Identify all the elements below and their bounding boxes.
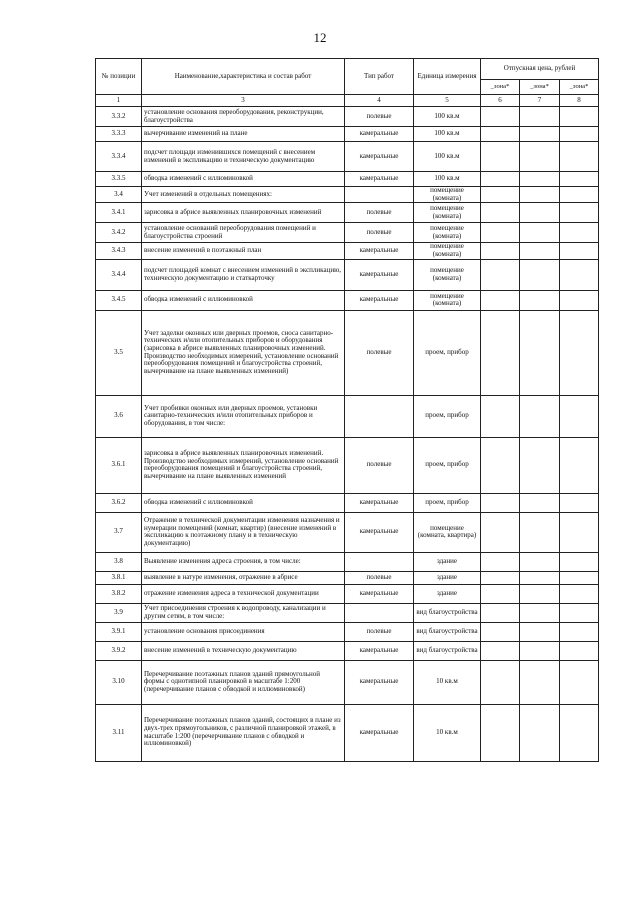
row-price-cell <box>560 142 599 172</box>
header-zone-1: _зона* <box>481 80 520 95</box>
row-unit: помещение (комната) <box>414 203 481 223</box>
row-price-cell <box>560 203 599 223</box>
row-type: полевые <box>345 203 414 223</box>
row-unit: 100 кв.м <box>414 172 481 187</box>
row-price-cell <box>560 259 599 290</box>
row-name: подсчет площадей комнат с внесением изменений в экспликацию, техническую документацию и статкарточку <box>142 259 345 290</box>
row-price-cell <box>560 437 599 493</box>
row-num: 3.3.5 <box>96 172 142 187</box>
row-price-cell <box>560 310 599 395</box>
row-type <box>345 552 414 571</box>
row-type <box>345 187 414 203</box>
header-price: Отпускная цена, рублей <box>481 59 599 80</box>
row-unit: 100 кв.м <box>414 127 481 142</box>
row-name: зарисовка в абрисе выявленных планировочных изменений. Производство необходимых измерений, установление оснований переоборудования помещений и благоустройства строений, вычерчивание на плане выявленных изменений <box>142 437 345 493</box>
row-unit: здание <box>414 584 481 603</box>
row-num: 3.4.1 <box>96 203 142 223</box>
table-row <box>96 493 599 512</box>
row-unit: проем, прибор <box>414 437 481 493</box>
row-name: внесение изменений в поэтажный план <box>142 243 345 259</box>
row-num: 3.9 <box>96 603 142 622</box>
row-num: 3.8 <box>96 552 142 571</box>
row-num: 3.5 <box>96 310 142 395</box>
row-name: Учет заделки оконных или дверных проемов, сноса санитарно-технических и/или отопительных приборов и оборудования (зарисовка в абрисе выявленных планировочных изменений. Производство необходимых измерений, установление оснований переоборудования помещений и благоустройства строений, вычерчивание на плане выявленных изменений) <box>142 310 345 395</box>
table-row <box>96 223 599 243</box>
row-price-cell <box>481 571 520 584</box>
row-unit: помещение (комната) <box>414 243 481 259</box>
row-price-cell <box>481 622 520 641</box>
row-name: Перечерчивание поэтажных планов зданий прямоугольной формы с однотипной планировкой в масштабе 1:200 (перечерчивание планов с обводкой и иллюминовкой) <box>142 660 345 704</box>
row-name: вычерчивание изменений на плане <box>142 127 345 142</box>
row-price-cell <box>481 641 520 660</box>
row-type: камеральные <box>345 512 414 552</box>
row-price-cell <box>560 584 599 603</box>
row-price-cell <box>481 223 520 243</box>
table-row <box>96 660 599 704</box>
col-number: 1 <box>96 95 142 107</box>
row-price-cell <box>520 395 560 437</box>
row-price-cell <box>481 290 520 310</box>
row-unit: помещение (комната) <box>414 223 481 243</box>
row-price-cell <box>520 571 560 584</box>
row-type: камеральные <box>345 493 414 512</box>
row-price-cell <box>481 243 520 259</box>
row-type: камеральные <box>345 704 414 761</box>
row-name: Учет изменений в отдельных помещениях: <box>142 187 345 203</box>
row-price-cell <box>481 584 520 603</box>
row-name: установление оснований переоборудования помещений и благоустройства строений <box>142 223 345 243</box>
row-price-cell <box>560 660 599 704</box>
table-row <box>96 142 599 172</box>
row-price-cell <box>481 142 520 172</box>
row-price-cell <box>481 187 520 203</box>
row-price-cell <box>520 603 560 622</box>
row-price-cell <box>520 223 560 243</box>
row-price-cell <box>520 493 560 512</box>
row-name: Выявление изменения адреса строения, в том числе: <box>142 552 345 571</box>
row-num: 3.4.2 <box>96 223 142 243</box>
row-name: обводка изменений с иллюминовкой <box>142 493 345 512</box>
row-unit: вид благоустройства <box>414 622 481 641</box>
row-price-cell <box>481 172 520 187</box>
row-unit: проем, прибор <box>414 395 481 437</box>
row-price-cell <box>560 603 599 622</box>
row-price-cell <box>520 660 560 704</box>
row-price-cell <box>481 660 520 704</box>
row-unit: здание <box>414 552 481 571</box>
row-price-cell <box>560 622 599 641</box>
row-type: камеральные <box>345 584 414 603</box>
table-row <box>96 512 599 552</box>
row-price-cell <box>481 552 520 571</box>
header-type: Тип работ <box>345 59 414 95</box>
row-price-cell <box>520 107 560 127</box>
col-number: 7 <box>520 95 560 107</box>
row-price-cell <box>520 437 560 493</box>
row-unit: проем, прибор <box>414 493 481 512</box>
table-row <box>96 622 599 641</box>
row-price-cell <box>520 622 560 641</box>
row-name: Перечерчивание поэтажных планов зданий, состоящих в плане из двух-трех прямоугольников, с различной планировкой этажей, в масштабе 1:200 (перечерчивание планов с обводкой и иллюминовкой) <box>142 704 345 761</box>
row-num: 3.6 <box>96 395 142 437</box>
row-unit: 10 кв.м <box>414 704 481 761</box>
table-row <box>96 552 599 571</box>
col-number: 5 <box>414 95 481 107</box>
table-row <box>96 641 599 660</box>
row-name: Отражение в технической документации изменения назначения и нумерации помещений (комнат, квартир) (внесение изменений в экспликацию к поэтажному плану и в техническую документацию) <box>142 512 345 552</box>
row-num: 3.8.1 <box>96 571 142 584</box>
row-name: обводка изменений с иллюминовкой <box>142 172 345 187</box>
row-type: камеральные <box>345 172 414 187</box>
row-name: Учет присоединения строения к водопроводу, канализации и другим сетям, в том числе: <box>142 603 345 622</box>
row-price-cell <box>560 172 599 187</box>
row-price-cell <box>481 493 520 512</box>
header-unit: Единица измерения <box>414 59 481 95</box>
table-row <box>96 243 599 259</box>
table-row <box>96 127 599 142</box>
row-price-cell <box>481 603 520 622</box>
row-price-cell <box>560 493 599 512</box>
row-unit: проем, прибор <box>414 310 481 395</box>
row-price-cell <box>560 187 599 203</box>
table-row <box>96 571 599 584</box>
row-type: камеральные <box>345 127 414 142</box>
row-unit: 100 кв.м <box>414 142 481 172</box>
col-number: 8 <box>560 95 599 107</box>
row-price-cell <box>520 172 560 187</box>
row-price-cell <box>560 223 599 243</box>
row-name: зарисовка в абрисе выявленных планировочных изменений <box>142 203 345 223</box>
row-type: камеральные <box>345 641 414 660</box>
header-zone-2: _зона* <box>520 80 560 95</box>
row-price-cell <box>520 641 560 660</box>
row-type <box>345 603 414 622</box>
row-unit: помещение (комната, квартира) <box>414 512 481 552</box>
row-type: полевые <box>345 622 414 641</box>
col-number: 4 <box>345 95 414 107</box>
row-num: 3.6.2 <box>96 493 142 512</box>
table-row <box>96 203 599 223</box>
row-name: подсчет площади изменившихся помещений с внесением изменений в экспликацию и техническую документацию <box>142 142 345 172</box>
row-price-cell <box>560 552 599 571</box>
price-table <box>95 58 599 762</box>
table-row <box>96 290 599 310</box>
row-name: внесение изменений в техническую документацию <box>142 641 345 660</box>
row-type: полевые <box>345 107 414 127</box>
row-price-cell <box>481 437 520 493</box>
row-price-cell <box>560 704 599 761</box>
table-row <box>96 259 599 290</box>
row-price-cell <box>481 704 520 761</box>
row-price-cell <box>520 290 560 310</box>
table-row <box>96 603 599 622</box>
row-price-cell <box>520 203 560 223</box>
table-row <box>96 187 599 203</box>
row-unit: вид благоустройства <box>414 641 481 660</box>
row-type: камеральные <box>345 243 414 259</box>
row-type: камеральные <box>345 142 414 172</box>
col-number: 6 <box>481 95 520 107</box>
row-type: камеральные <box>345 290 414 310</box>
col-number: 3 <box>142 95 345 107</box>
table-row <box>96 395 599 437</box>
row-num: 3.4 <box>96 187 142 203</box>
row-price-cell <box>560 395 599 437</box>
row-price-cell <box>481 310 520 395</box>
row-num: 3.10 <box>96 660 142 704</box>
page-number: 12 <box>313 30 327 45</box>
table-row <box>96 310 599 395</box>
row-num: 3.4.4 <box>96 259 142 290</box>
row-unit: здание <box>414 571 481 584</box>
row-type: полевые <box>345 571 414 584</box>
row-unit: помещение (комната) <box>414 259 481 290</box>
row-name: отражение изменения адреса в технической документации <box>142 584 345 603</box>
row-num: 3.4.5 <box>96 290 142 310</box>
row-price-cell <box>560 127 599 142</box>
row-type: полевые <box>345 223 414 243</box>
row-price-cell <box>520 584 560 603</box>
row-num: 3.3.2 <box>96 107 142 127</box>
row-num: 3.6.1 <box>96 437 142 493</box>
row-price-cell <box>560 512 599 552</box>
row-num: 3.8.2 <box>96 584 142 603</box>
row-type <box>345 395 414 437</box>
row-price-cell <box>481 259 520 290</box>
row-type: камеральные <box>345 660 414 704</box>
table-row <box>96 172 599 187</box>
row-price-cell <box>520 259 560 290</box>
row-name: установление основания присоединения <box>142 622 345 641</box>
row-price-cell <box>481 107 520 127</box>
table-body <box>96 107 599 762</box>
header-zone-3: _зона* <box>560 80 599 95</box>
row-name: установление основания переоборудования, реконструкции, благоустройства <box>142 107 345 127</box>
row-price-cell <box>520 243 560 259</box>
row-name: выявление в натуре изменения, отражение в абрисе <box>142 571 345 584</box>
row-name: обводка изменений с иллюминовкой <box>142 290 345 310</box>
row-unit: помещение (комната) <box>414 187 481 203</box>
row-price-cell <box>481 127 520 142</box>
row-num: 3.9.2 <box>96 641 142 660</box>
row-num: 3.7 <box>96 512 142 552</box>
row-type: полевые <box>345 437 414 493</box>
table-row <box>96 437 599 493</box>
row-price-cell <box>481 512 520 552</box>
row-price-cell <box>520 704 560 761</box>
row-price-cell <box>481 395 520 437</box>
row-price-cell <box>560 243 599 259</box>
row-price-cell <box>520 142 560 172</box>
row-unit: вид благоустройства <box>414 603 481 622</box>
header-name: Наименование,характеристика и состав работ <box>142 59 345 95</box>
row-num: 3.11 <box>96 704 142 761</box>
row-price-cell <box>560 641 599 660</box>
table-row <box>96 704 599 761</box>
row-num: 3.3.3 <box>96 127 142 142</box>
table-row <box>96 107 599 127</box>
row-unit: 100 кв.м <box>414 107 481 127</box>
row-price-cell <box>481 203 520 223</box>
header-num: № позиции <box>96 59 142 95</box>
row-num: 3.4.3 <box>96 243 142 259</box>
row-num: 3.3.4 <box>96 142 142 172</box>
row-num: 3.9.1 <box>96 622 142 641</box>
row-price-cell <box>520 187 560 203</box>
table-row <box>96 584 599 603</box>
row-unit: помещение (комната) <box>414 290 481 310</box>
row-price-cell <box>560 571 599 584</box>
row-price-cell <box>560 107 599 127</box>
row-price-cell <box>520 127 560 142</box>
row-type: камеральные <box>345 259 414 290</box>
row-name: Учет пробивки оконных или дверных проемов, установки санитарно-технических и/или отопительных приборов и оборудования, в том числе: <box>142 395 345 437</box>
row-price-cell <box>520 552 560 571</box>
row-type: полевые <box>345 310 414 395</box>
row-price-cell <box>520 310 560 395</box>
row-price-cell <box>520 512 560 552</box>
row-price-cell <box>560 290 599 310</box>
row-unit: 10 кв.м <box>414 660 481 704</box>
